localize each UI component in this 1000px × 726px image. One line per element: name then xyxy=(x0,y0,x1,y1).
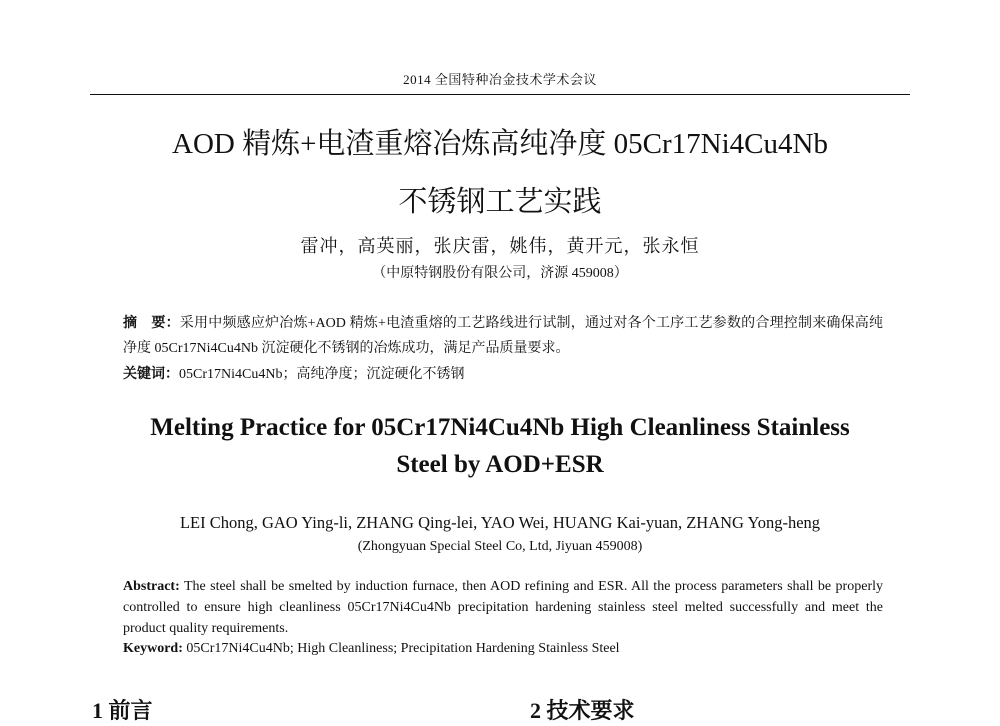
english-affiliation: (Zhongyuan Special Steel Co, Ltd, Jiyuan 459008) xyxy=(357,539,643,554)
chinese-title-line-1: AOD 精炼+电渣重熔冶炼高纯净度 05Cr17Ni4Cu4Nb xyxy=(172,128,828,160)
running-header: 2014 全国特种冶金技术学术会议 xyxy=(90,70,910,95)
english-keywords-text: 05Cr17Ni4Cu4Nb; High Cleanliness; Precipitation Hardening Stainless Steel xyxy=(186,641,620,656)
english-abstract-text: The steel shall be smelted by induction furnace, then AOD refining and ESR. All the process parameters shall be properly controlled to ensure high cleanliness 05Cr17Ni4Cu4Nb precipitation hardening stainless steel melted successfully and meet the product quality requirements. xyxy=(123,579,883,636)
english-keywords xyxy=(123,638,883,659)
chinese-keywords-label: 关键词： xyxy=(123,367,179,382)
chinese-abstract-label: 摘 要： xyxy=(123,316,180,331)
english-abstract xyxy=(123,576,883,639)
chinese-abstract xyxy=(123,311,883,361)
english-title-line-2: Steel by AOD+ESR xyxy=(396,451,604,478)
section-heading-technical-requirements: 2 技术要求 xyxy=(530,698,635,723)
section-heading-preface: 1 前言 xyxy=(92,698,153,723)
english-abstract-label: Abstract: xyxy=(123,579,180,594)
chinese-keywords-text: 05Cr17Ni4Cu4Nb；高纯净度；沉淀硬化不锈钢 xyxy=(179,367,465,382)
chinese-affiliation: （中原特钢股份有限公司，济源 459008） xyxy=(372,266,628,281)
chinese-abstract-text: 采用中频感应炉冶炼+AOD 精炼+电渣重熔的工艺路线进行试制，通过对各个工序工艺参数的合理控制来确保高纯净度 05Cr17Ni4Cu4Nb 沉淀硬化不锈钢的冶炼成功，满足产品质量要求。 xyxy=(123,316,884,356)
chinese-keywords xyxy=(123,363,883,387)
chinese-title-line-2: 不锈钢工艺实践 xyxy=(398,186,602,218)
english-title-line-1: Melting Practice for 05Cr17Ni4Cu4Nb High Cleanliness Stainless xyxy=(150,414,850,441)
english-keywords-label: Keyword: xyxy=(123,641,183,656)
chinese-authors: 雷冲，高英丽，张庆雷，姚伟，黄开元，张永恒 xyxy=(300,236,700,256)
english-authors: LEI Chong, GAO Ying-li, ZHANG Qing-lei, YAO Wei, HUANG Kai-yuan, ZHANG Yong-heng xyxy=(179,513,821,532)
